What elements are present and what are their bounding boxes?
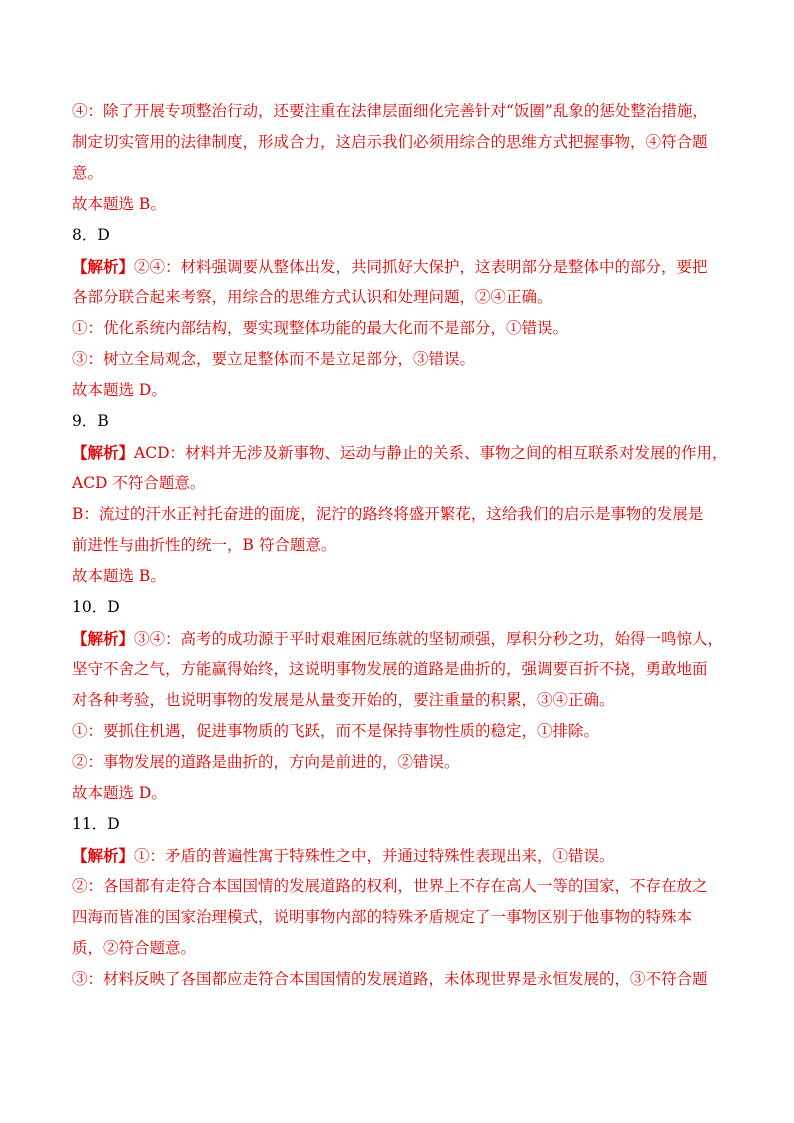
q10-header: 10．D: [72, 598, 120, 616]
q9-block: [72, 406, 728, 592]
q9-optionB-line2: 前进性与曲折性的统一，B 符合题意。: [72, 536, 337, 554]
q10-analysis-text: ③④：高考的成功源于平时艰难困厄练就的坚韧顽强，厚积分秒之功，始得一鸣惊人，: [134, 630, 724, 648]
q9-analysis-line2: ACD 不符合题意。: [72, 474, 206, 492]
analysis-tag: 【解析】: [72, 443, 135, 462]
answer-page: [72, 96, 728, 995]
q7-option4-line1: ④：除了开展专项整治行动，还要注重在法律层面细化完善针对“饭圈”乱象的惩处整治措施，: [72, 102, 708, 120]
q11-option2-line3: 质，②符合题意。: [72, 939, 197, 957]
q7-option4-line2: 制定切实管用的法律制度，形成合力，这启示我们必须用综合的思维方式把握事物，④符合题: [72, 133, 708, 151]
q10-conclusion: 故本题选 D。: [72, 784, 167, 802]
q8-conclusion: 故本题选 D。: [72, 381, 167, 399]
q10-analysis-line1: [72, 623, 724, 654]
q8-option1: ①：优化系统内部结构，要实现整体功能的最大化而不是部分，①错误。: [72, 319, 569, 337]
q9-conclusion: 故本题选 B。: [72, 567, 166, 585]
q11-analysis-line1: [72, 840, 724, 871]
q8-analysis-text: ②④：材料强调要从整体出发，共同抓好大保护，这表明部分是整体中的部分，要把: [134, 258, 708, 276]
q11-header: 11．D: [72, 815, 120, 833]
q8-analysis-line1: [72, 251, 724, 282]
q8-block: [72, 220, 724, 406]
q7-option4-line3: 意。: [72, 164, 104, 182]
analysis-tag: 【解析】: [72, 257, 135, 276]
q7-conclusion: 故本题选 B。: [72, 195, 166, 213]
q9-analysis-text: ACD：材料并无涉及新事物、运动与静止的关系、事物之间的相互联系对发展的作用，: [134, 444, 728, 462]
q10-block: [72, 592, 724, 809]
q10-analysis-line2: 坚守不舍之气，方能赢得始终，这说明事物发展的道路是曲折的，强调要百折不挠，勇敢地面: [72, 660, 708, 678]
q11-analysis-text: ①：矛盾的普遍性寓于特殊性之中，并通过特殊性表现出来，①错误。: [134, 847, 615, 865]
q9-analysis-line1: [72, 437, 728, 468]
q8-option3: ③：树立全局观念，要立足整体而不是立足部分，③错误。: [72, 350, 476, 368]
q11-option2-line2: 四海而皆准的国家治理模式，说明事物内部的特殊矛盾规定了一事物区别于他事物的特殊本: [72, 908, 693, 926]
q10-option1: ①：要抓住机遇，促进事物质的飞跃，而不是保持事物性质的稳定，①排除。: [72, 722, 600, 740]
analysis-tag: 【解析】: [72, 629, 135, 648]
q8-header: 8．D: [72, 226, 110, 244]
q9-header: 9．B: [72, 412, 109, 430]
q10-option2: ②：事物发展的道路是曲折的，方向是前进的，②错误。: [72, 753, 460, 771]
q11-option3-line1: ③：材料反映了各国都应走符合本国国情的发展道路，未体现世界是永恒发展的，③不符合题: [72, 970, 708, 988]
q9-optionB-line1: B：流过的汗水正衬托奋进的面庞，泥泞的路终将盛开繁花，这给我们的启示是事物的发展是: [72, 505, 704, 523]
q10-analysis-line3: 对各种考验，也说明事物的发展是从量变开始的，要注重量的积累，③④正确。: [72, 691, 615, 709]
q11-block: [72, 809, 724, 995]
q7-continuation: [72, 96, 724, 220]
analysis-tag: 【解析】: [72, 846, 135, 865]
q8-analysis-line2: 各部分联合起来考察，用综合的思维方式认识和处理问题，②④正确。: [72, 288, 553, 306]
q11-option2-line1: ②：各国都有走符合本国国情的发展道路的权利，世界上不存在高人一等的国家，不存在放之: [72, 877, 708, 895]
